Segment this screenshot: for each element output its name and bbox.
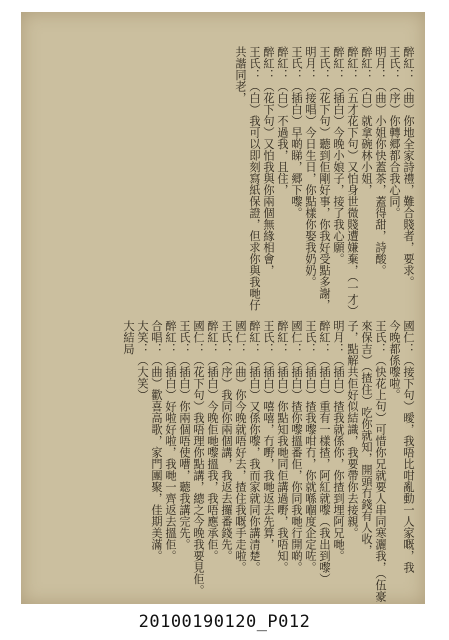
script-line: 國仁：（接下句）曖，我唔比咁亂動一人家嘅，我 [402, 320, 415, 573]
script-line: 國仁：（曲）你今晚就唔好去，揸住我嘅手走啦。 [234, 320, 247, 573]
script-page [21, 12, 425, 604]
script-top-half [234, 46, 415, 317]
script-line: 王氏：（快花上句）可惜你兄就要人串同寒灑我，（伍豪 [374, 320, 387, 602]
script-line: 王氏：（插白）揸我嚟咁冇，你就喺嗰度企定咗。 [304, 320, 317, 573]
script-line: 王氏：（插白）你兩個唔使嘈，聽我講完先。 [178, 320, 191, 550]
script-line: 國仁：（插白）揸你嚟搵番佢，你同我哋行開啲。 [290, 320, 303, 573]
script-line: 明月：（接唱）今日生日，你點樣你娶我奶奶。 [304, 46, 317, 288]
script-line: 醉紅：（白）就拿碗林小姐， [360, 46, 373, 196]
script-line: 醉紅：（花下句）又怕我與你兩個無緣相會， [262, 46, 275, 276]
script-line: 醉紅：（插白）重有一樣揸，阿紅就嚟（我出到嚟） [318, 320, 331, 585]
script-line: 共諧同老， [234, 46, 247, 104]
script-line: 王氏：（插白）嘻嘻，冇嘢，我哋返去先算， [262, 320, 275, 550]
page-caption: 20100190120_P012 [138, 612, 311, 632]
script-line: 國仁：（花下句）我唔理你點講，總之今晚我要見佢。 [192, 320, 205, 596]
script-line: 醉紅：（插白）今晚佢哋嚟搵我，我唔應承佢。 [206, 320, 219, 562]
script-line: 明月：（插白）揸我就係你，你揸到埋阿兄哋。 [332, 320, 345, 562]
script-line: 大笑：（大笑） [136, 320, 149, 401]
script-line: 合唱：（曲）歡喜高歌，家門團聚，佳期美滿。 [150, 320, 163, 562]
script-line: 醉紅：（五才花下句）又怕身世微賤遭嫌棄，（一才） [346, 46, 359, 317]
script-line: 醉紅：（插白）好啦好啦，我哋一齊返去搵佢。 [164, 320, 177, 562]
script-bottom-half [79, 320, 415, 602]
script-line: 王氏：（花下句）聽到佢剛好事，你我好受點多謝， [318, 46, 331, 311]
script-line: 來保吉）（揸住）吃你就知，開頭冇錢有人收， [360, 320, 373, 556]
script-line: 王氏：（插白）早啲睇，郷下嚟。 [290, 46, 303, 219]
script-line: 王氏：（白）我可以即刻寫紙保證，但求你與我哋仔 [248, 46, 261, 311]
script-line: 醉紅：（插白）又係你嚟，我而家就同你講清楚。 [248, 320, 261, 573]
script-line: 今晚都係嚟啦。 [388, 320, 401, 401]
script-line: 王氏：（序）你轉郷都合我心同。 [388, 46, 401, 219]
script-line: 醉紅：（白）不過我，且住， [276, 46, 289, 196]
script-line: 子，點解共佢好似結識，我要帶你去接親。 [346, 320, 359, 539]
script-line: 王氏：（序）我同你兩個講，我返去攞番錢先。 [220, 320, 233, 562]
script-line: 醉紅：（插白）今晚小娘子，接了我心願。 [332, 46, 345, 265]
script-line: 大結局 [122, 320, 135, 355]
script-line: 醉紅：（插白）你點知我哋同佢講過嘢，我唔知。 [276, 320, 289, 573]
script-line: 醉紅：（曲）你地全家詩禮，難合賤者，要求。 [402, 46, 415, 288]
script-line: 明月：（曲）小姐你快蓋茶，蓋得甜，詩酸。 [374, 46, 387, 276]
